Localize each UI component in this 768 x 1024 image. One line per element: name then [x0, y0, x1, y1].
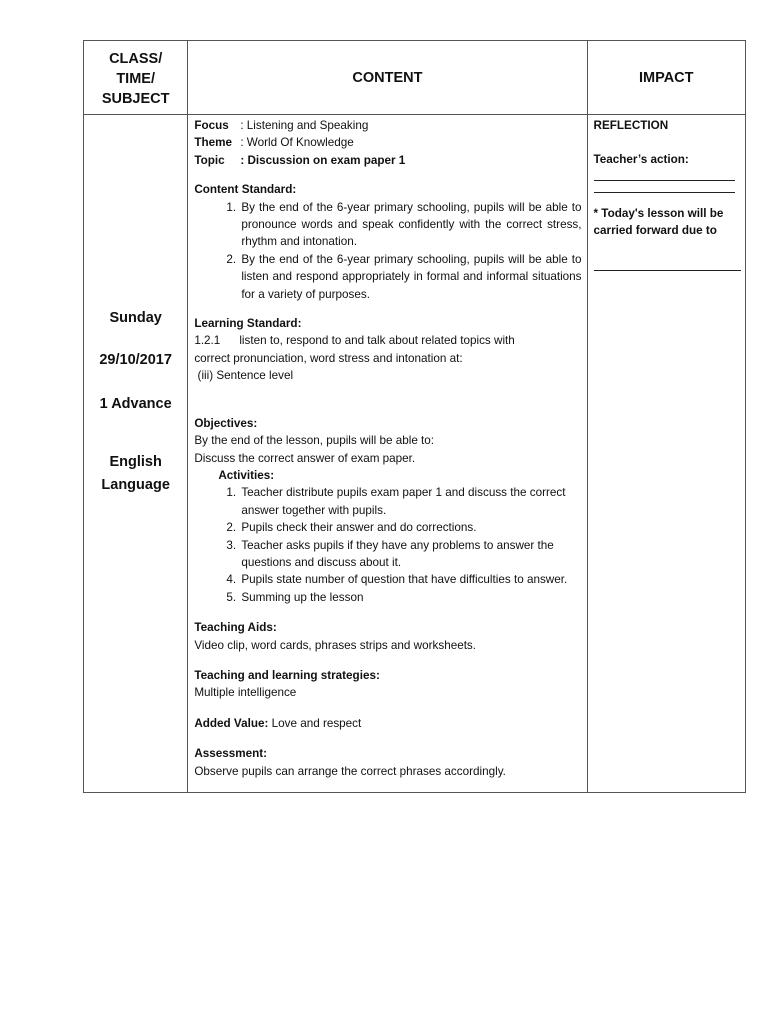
header-subject: SUBJECT: [101, 90, 170, 107]
learning-standard-line: [194, 332, 581, 349]
teacher-action-label: Teacher’s action:: [593, 153, 689, 167]
objectives-title: Objectives:: [194, 416, 258, 430]
objectives-line: Discuss the correct answer of exam paper.: [194, 451, 416, 465]
subject-line-2: Language: [101, 477, 170, 493]
objectives-line: By the end of the lesson, pupils will be able to:: [194, 434, 435, 448]
header-row: [84, 41, 746, 115]
learning-standard-level: (iii) Sentence level: [194, 369, 294, 383]
activity-item: 4. Pupils state number of question that have difficulties to answer.: [239, 571, 581, 588]
content-cell: [188, 115, 587, 793]
learning-standard-title: Learning Standard:: [194, 317, 302, 331]
activity-item: 3. Teacher asks pupils if they have any problems to answer the questions and discuss about it.: [239, 537, 581, 572]
reflection-title: REFLECTION: [593, 119, 669, 132]
activity-item: 2. Pupils check their answer and do corrections.: [239, 519, 581, 536]
theme-row: [194, 134, 581, 151]
content-header: CONTENT: [188, 41, 587, 115]
focus-row: [194, 117, 581, 134]
lesson-plan-table: [83, 40, 746, 793]
content-standard-title: Content Standard:: [194, 183, 297, 197]
learning-standard-text: listen to, respond to and talk about related topics with: [239, 334, 515, 348]
blank-line: [594, 169, 735, 181]
content-standard-item: 2. By the end of the 6-year primary schooling, pupils will be able to listen and respond appropriately in formal and informal situations for a variety of purposes.: [239, 251, 581, 303]
theme-value: : World Of Knowledge: [240, 136, 354, 150]
added-value-row: [194, 715, 581, 732]
teaching-aids-title: Teaching Aids:: [194, 621, 277, 635]
learning-standard-line: correct pronunciation, word stress and intonation at:: [194, 351, 463, 365]
activity-item: 1. Teacher distribute pupils exam paper 1 and discuss the correct answer together with pupils.: [239, 484, 581, 519]
assessment-title: Assessment:: [194, 747, 268, 761]
subject-line-1: English: [109, 454, 162, 470]
carry-forward-line-1: * Today's lesson will be: [593, 206, 724, 220]
lesson-class: 1 Advance: [99, 396, 172, 412]
activities-title: Activities:: [218, 468, 275, 482]
focus-label: Focus: [194, 119, 229, 132]
header-time: TIME/: [116, 70, 155, 87]
blank-line: [594, 259, 741, 271]
topic-row: [194, 152, 581, 169]
content-standard-item: 1. By the end of the 6-year primary schooling, pupils will be able to pronounce words and speak confidently with the correct stress, rhythm and intonation.: [239, 199, 581, 251]
meta-cell: [84, 115, 188, 793]
body-row: [84, 115, 746, 793]
focus-value: : Listening and Speaking: [240, 119, 369, 132]
learning-standard-number: 1.2.1: [194, 334, 221, 348]
topic-label: Topic: [194, 153, 225, 167]
theme-label: Theme: [194, 136, 232, 150]
activity-item: 5. Summing up the lesson: [239, 589, 581, 606]
carry-forward-line-2: carried forward due to: [593, 224, 717, 238]
impact-header: IMPACT: [587, 41, 745, 115]
added-value-value: Love and respect: [268, 716, 362, 730]
topic-value: : Discussion on exam paper 1: [240, 153, 406, 167]
header-class: CLASS/: [109, 50, 163, 67]
blank-line: [594, 181, 735, 193]
content-standard-list: [194, 199, 581, 303]
assessment-value: Observe pupils can arrange the correct phrases accordingly.: [194, 764, 506, 778]
strategies-title: Teaching and learning strategies:: [194, 668, 380, 682]
strategies-value: Multiple intelligence: [194, 686, 297, 700]
teaching-aids-value: Video clip, word cards, phrases strips and worksheets.: [194, 638, 477, 652]
class-time-subject-header: [84, 41, 188, 115]
impact-cell: [587, 115, 745, 793]
added-value-title: Added Value:: [194, 716, 269, 730]
lesson-subject: [84, 451, 187, 497]
lesson-day: Sunday: [109, 310, 162, 326]
lesson-date: 29/10/2017: [99, 352, 172, 368]
activities-list: [194, 484, 581, 606]
